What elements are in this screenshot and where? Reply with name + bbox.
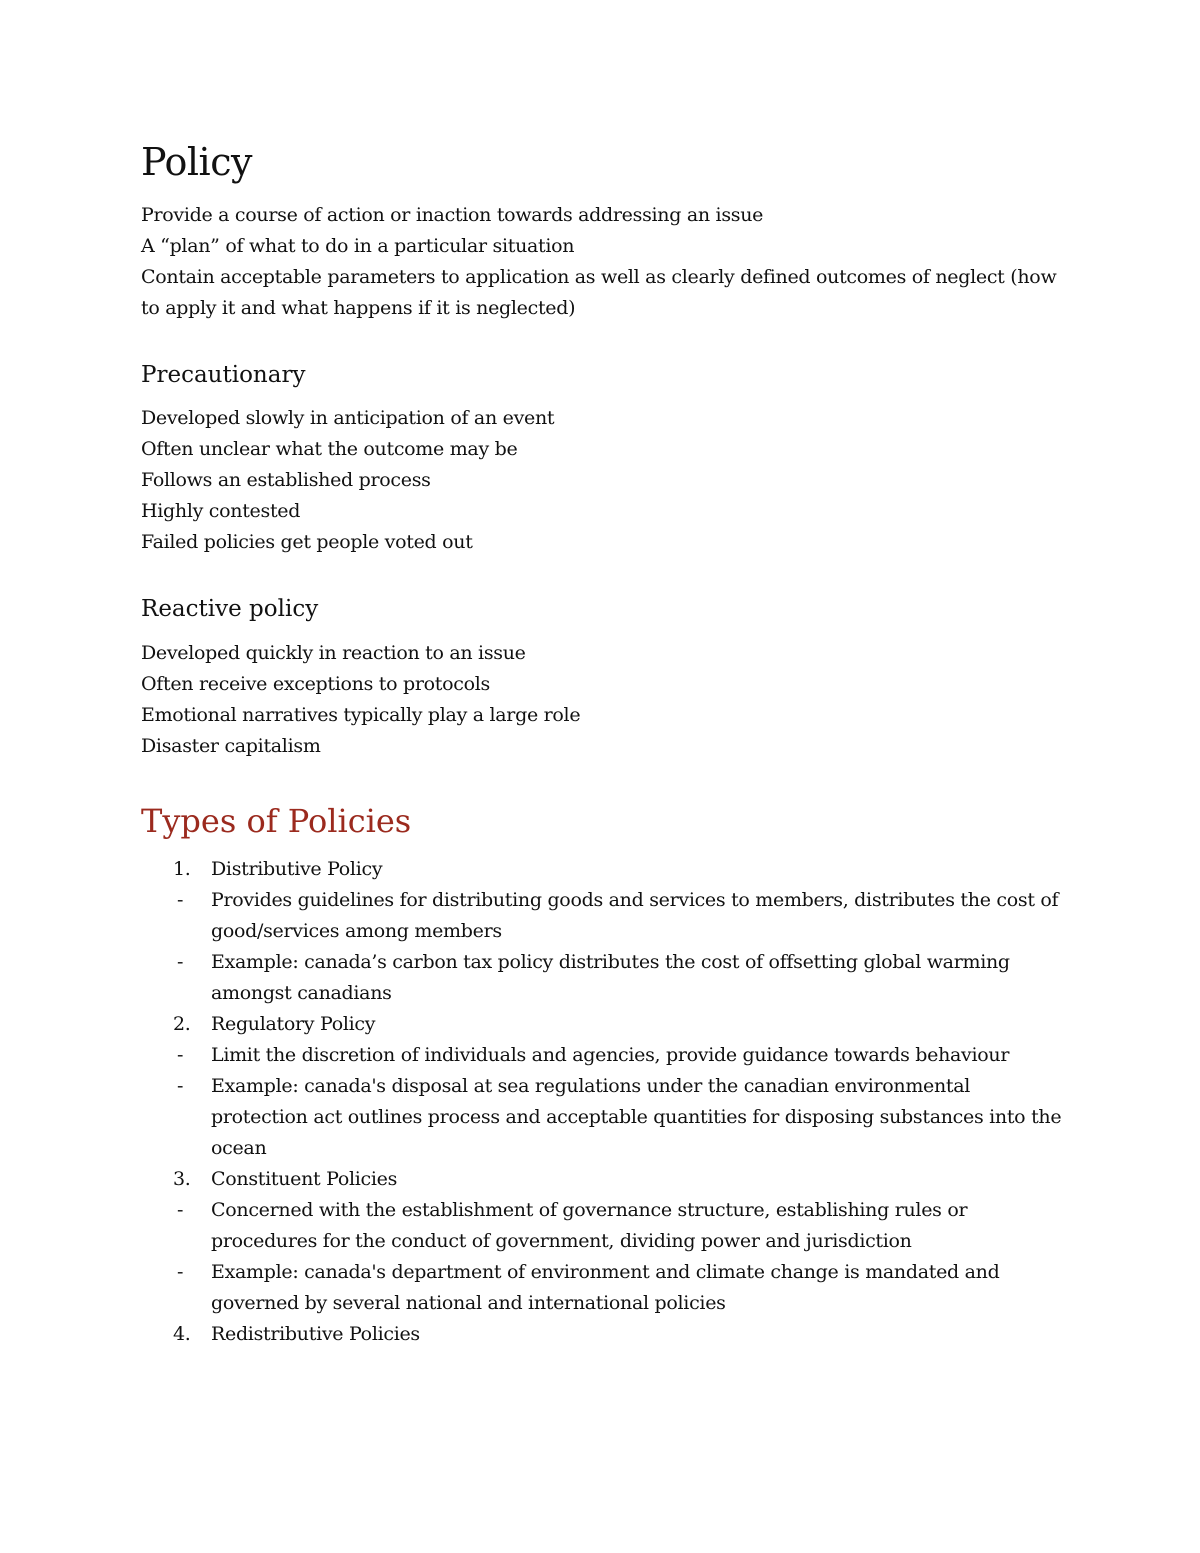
types-heading: Types of Policies (141, 801, 412, 840)
list-item-text: Concerned with the establishment of governance structure, establishing rules or procedures for the conduct of government, dividing power and jurisdiction (211, 1199, 968, 1253)
reactive-line: Developed quickly in reaction to an issue (141, 641, 526, 664)
precautionary-line: Developed slowly in anticipation of an event (141, 407, 555, 430)
reactive-line: Emotional narratives typically play a large role (141, 703, 581, 726)
precautionary-line: Highly contested (141, 500, 301, 523)
precautionary-line: Often unclear what the outcome may be (141, 438, 518, 461)
list-item-text: Limit the discretion of individuals and agencies, provide guidance towards behaviour (211, 1044, 1010, 1067)
list-item-text: Example: canada's department of environment and climate change is mandated and governed by several national and international policies (211, 1261, 1000, 1315)
reactive-line: Disaster capitalism (141, 734, 321, 757)
list-item (141, 854, 1071, 885)
list-item (141, 947, 1071, 1009)
list-item (141, 1009, 1071, 1040)
precautionary-heading: Precautionary (141, 361, 306, 388)
list-item (141, 1319, 1071, 1350)
list-item-text: Regulatory Policy (211, 1013, 376, 1036)
list-dash: - (177, 889, 184, 912)
list-number: 1. (173, 858, 191, 881)
list-item-text: Example: canada’s carbon tax policy distributes the cost of offsetting global warming amongst canadians (211, 951, 1010, 1005)
list-number: 3. (173, 1168, 191, 1191)
list-item (141, 1257, 1071, 1319)
list-item-text: Distributive Policy (211, 858, 383, 881)
list-item-text: Constituent Policies (211, 1168, 398, 1191)
precautionary-line: Failed policies get people voted out (141, 531, 473, 554)
policy-line: Contain acceptable parameters to application as well as clearly defined outcomes of neglect (how to apply it and what happens if it is neglected) (141, 265, 1057, 319)
list-item (141, 1040, 1071, 1071)
list-item (141, 885, 1071, 947)
list-dash: - (177, 951, 184, 974)
list-item (141, 1164, 1071, 1195)
list-number: 4. (173, 1323, 191, 1346)
list-item-text: Example: canada's disposal at sea regulations under the canadian environmental protection act outlines process and acceptable quantities for disposing substances into the ocean (211, 1075, 1062, 1160)
reactive-heading: Reactive policy (141, 596, 319, 623)
list-dash: - (177, 1199, 184, 1222)
list-dash: - (177, 1075, 184, 1098)
list-item (141, 1071, 1071, 1164)
list-item-text: Redistributive Policies (211, 1323, 420, 1346)
policy-line: Provide a course of action or inaction towards addressing an issue (141, 203, 764, 226)
list-item (141, 1195, 1071, 1257)
list-dash: - (177, 1044, 184, 1067)
reactive-line: Often receive exceptions to protocols (141, 672, 490, 695)
policy-line: A “plan” of what to do in a particular situation (141, 234, 575, 257)
types-list (141, 854, 1071, 1350)
precautionary-line: Follows an established process (141, 469, 431, 492)
page-title: Policy (141, 140, 252, 184)
document-page (141, 140, 1071, 1350)
list-dash: - (177, 1261, 184, 1284)
list-number: 2. (173, 1013, 191, 1036)
list-item-text: Provides guidelines for distributing goods and services to members, distributes the cost of good/services among members (211, 889, 1059, 943)
